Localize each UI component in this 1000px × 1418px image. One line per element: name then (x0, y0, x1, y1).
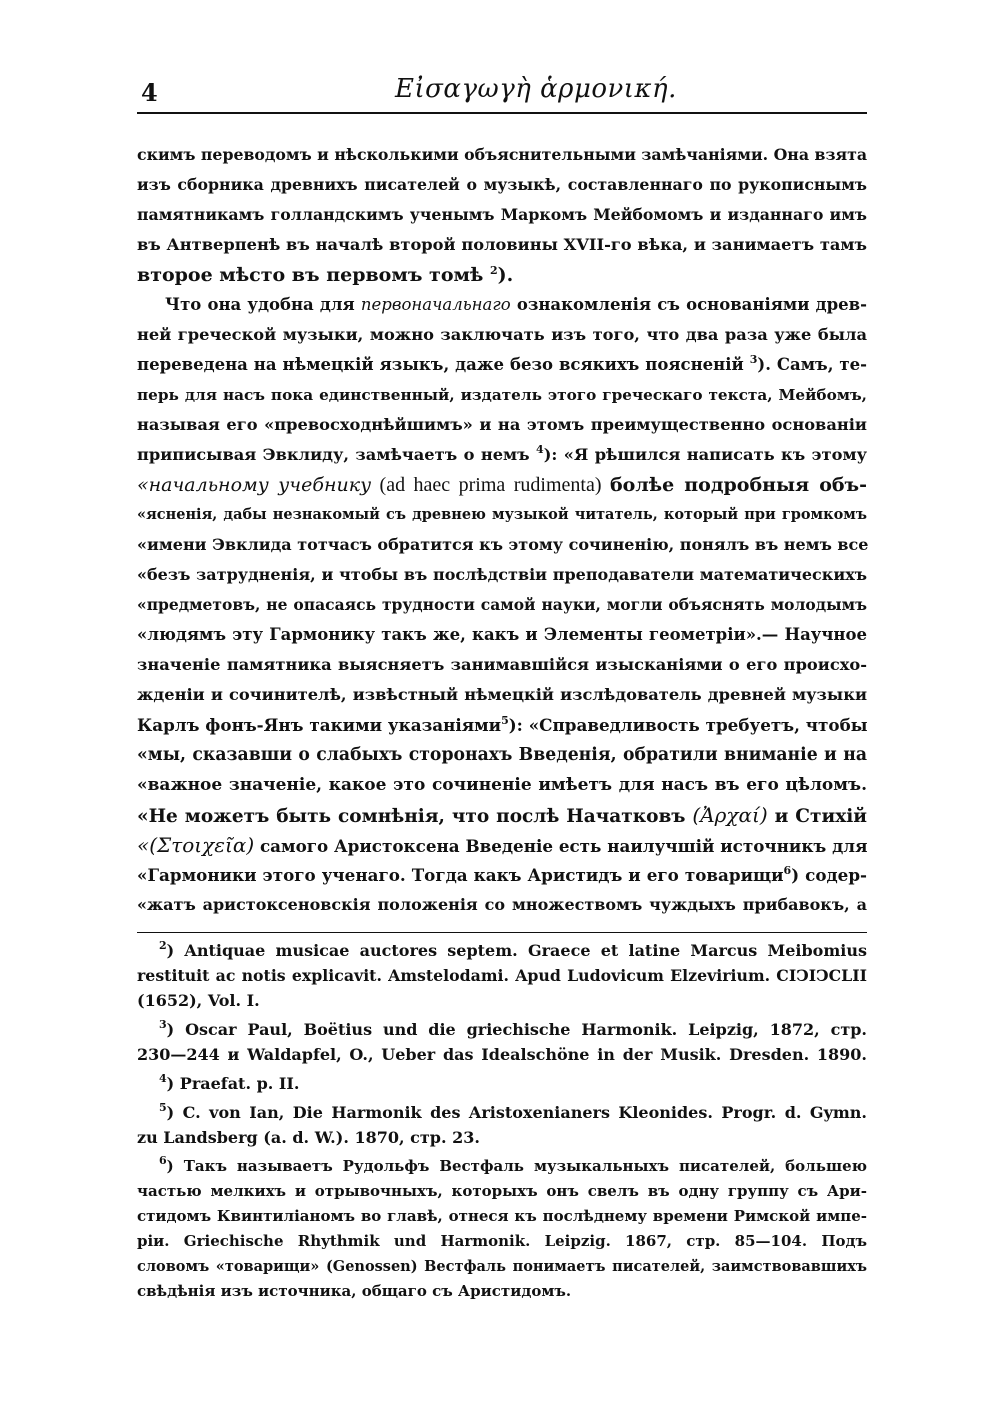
page-number: 4 (141, 78, 158, 107)
text-run: «Гармоники этого ученаго. Тогда какъ Аристидъ и его товарищи (137, 865, 784, 885)
text-line (137, 860, 867, 890)
text-line: называя его «превосходнѣйшимъ» и на этомъ преимущественно основаніи (137, 415, 867, 434)
footnote-line: словомъ «товарищи» (Genossen) Вестфаль понимаетъ писателей, заимствовавшихъ (137, 1258, 867, 1275)
footnote-mark: 6 (159, 1154, 167, 1167)
text-run: и Стихій (767, 806, 867, 827)
text-run: второе мѣсто въ первомъ томѣ (137, 264, 484, 286)
text-line (137, 470, 867, 500)
footnote-ref-6: 6 (783, 864, 792, 877)
footnote-mark: 3 (159, 1018, 167, 1031)
text-line: «безъ затрудненія, и чтобы въ послѣдствіи преподаватели математическихъ (137, 565, 867, 584)
text-run: приписывая Эвклиду, замѣчаетъ о немъ (137, 445, 530, 464)
paragraph-start (137, 290, 867, 320)
text-run: «Не можетъ быть сомнѣнія, что послѣ Начатковъ (137, 806, 693, 827)
text-line: «людямъ эту Гармонику такъ же, какъ и Элементы геометріи».— Научное (137, 625, 867, 644)
text-run: ) Praefat. p. II. (166, 1074, 300, 1093)
footnote-6 (137, 1154, 867, 1179)
text-run: ) C. von Ian, Die Harmonik des Aristoxenianers Kleonides. Progr. d. Gymn. (166, 1103, 867, 1122)
footnote-2 (137, 938, 867, 963)
text-line (137, 830, 867, 860)
footnote-ref-4: 4 (536, 443, 544, 456)
text-run: ): «Справедливость требуетъ, чтобы (508, 715, 868, 735)
footnote-line: частью мелкихъ и отрывочныхъ, которыхъ онъ свелъ въ одну группу съ Ари- (137, 1182, 867, 1200)
greek-term: «(Στοιχεῖα) (137, 833, 255, 857)
greek-term: (Ἀρχαί) (692, 803, 768, 827)
text-line (137, 350, 867, 380)
text-line: значеніе памятника выясняетъ занимавшійся изысканіями о его происхо- (137, 655, 867, 674)
page-header (137, 72, 867, 114)
footnote-line: 230—244 и Waldapfel, O., Ueber das Idealschöne in der Musik. Dresden. 1890. (137, 1045, 867, 1064)
footnote-line: стидомъ Квинтиліаномъ во главѣ, отнеся къ послѣднему времени Римской импе- (137, 1207, 867, 1225)
footnote-3 (137, 1017, 867, 1042)
footnote-line: (1652), Vol. I. (137, 991, 260, 1010)
latin-phrase: (ad haec prima rudimenta) (371, 474, 610, 496)
footnote-line: свѣдѣнія изъ источника, общаго съ Аристидомъ. (137, 1282, 572, 1300)
footnote-4 (137, 1071, 867, 1096)
text-line: «предметовъ, не опасаясь трудности самой науки, могли объяснять молодымъ (137, 595, 867, 614)
text-line: изъ сборника древнихъ писателей о музыкѣ, составленнаго по рукописнымъ (137, 175, 867, 194)
text-line (137, 260, 867, 290)
italic-term: первоначальнаго (360, 295, 511, 314)
text-run: самого Аристоксена Введеніе есть наилучшій источникъ для (254, 836, 868, 856)
text-line: «имени Эвклида тотчасъ обратится къ этому сочиненію, понялъ въ немъ все (137, 535, 869, 554)
footnote-5 (137, 1100, 867, 1125)
footnotes (137, 938, 867, 1304)
text-run: ) Такъ называетъ Рудольфъ Вестфаль музыкальныхъ писателей, большею (166, 1157, 867, 1175)
text-run: Что она удобна для (165, 295, 361, 314)
text-line (137, 710, 867, 740)
text-line: жденіи и сочинителѣ, извѣстный нѣмецкій изслѣдователь древней музыки (137, 685, 867, 704)
text-run: ) Antiquae musicae auctores septem. Graece et latine Marcus Meibomius (166, 941, 867, 960)
running-title: Εἰσαγωγὴ ἁρμονική. (395, 74, 677, 104)
text-run: болѣе подробныя объ- (609, 474, 867, 496)
footnote-ref-2: 2 (489, 264, 498, 277)
footnote-line: zu Landsberg (a. d. W.). 1870, стр. 23. (137, 1128, 480, 1147)
footnote-ref-5: 5 (501, 714, 509, 727)
main-text (137, 140, 867, 920)
footnote-mark: 2 (159, 939, 167, 952)
text-run: Карлъ фонъ-Янъ такими указаніями (137, 715, 502, 735)
text-line (137, 800, 867, 830)
footnote-line: restituit ac notis explicavit. Amstelodami. Apud Ludovicum Elzevirium. CIϽIϽCLII (137, 966, 867, 985)
text-run: ). Самъ, те- (757, 355, 867, 374)
text-line: скимъ переводомъ и нѣсколькими объяснительными замѣчаніями. Она взята (137, 145, 868, 164)
text-line: «мы, сказавши о слабыхъ сторонахъ Введенія, обратили вниманіе и на (137, 745, 867, 765)
text-line (137, 440, 867, 470)
footnote-line: ріи. Griechische Rhythmik und Harmonik. Leipzig. 1867, стр. 85—104. Подъ (137, 1232, 867, 1250)
footnote-mark: 4 (159, 1072, 167, 1085)
text-line: «важное значеніе, какое это сочиненіе имѣетъ для насъ въ его цѣломъ. (137, 775, 867, 795)
footnote-ref-3: 3 (749, 353, 758, 366)
text-run: ) Oscar Paul, Boëtius und die griechische Harmonik. Leipzig, 1872, стр. (166, 1020, 867, 1039)
text-run: ). (497, 264, 514, 286)
header-rule (137, 112, 867, 114)
text-line: «жатъ аристоксеновскія положенія со множествомъ чуждыхъ прибавокъ, а (137, 895, 867, 914)
text-run: ) содер- (791, 865, 867, 885)
text-line: «ясненія, дабы незнакомый съ древнею музыкой читатель, который при громкомъ (137, 506, 867, 523)
text-run: ): «Я рѣшился написать къ этому (543, 445, 867, 464)
footnote-rule (137, 932, 867, 933)
italic-quote: «начальному учебнику (137, 474, 372, 496)
text-line: перь для насъ пока единственный, издатель этого греческаго текста, Мейбомъ, (137, 386, 867, 404)
text-line: ней греческой музыки, можно заключать изъ того, что два раза уже была (137, 325, 867, 344)
text-run: переведена на нѣмецкій языкъ, даже безо всякихъ поясненій (137, 355, 744, 374)
footnote-mark: 5 (159, 1101, 167, 1114)
text-line: въ Антверпенѣ въ началѣ второй половины XVII-го вѣка, и занимаетъ тамъ (137, 235, 867, 254)
text-line: памятникамъ голландскимъ ученымъ Маркомъ Мейбомомъ и изданнаго имъ (137, 205, 867, 224)
text-run: ознакомленія съ основаніями древ- (510, 295, 867, 314)
